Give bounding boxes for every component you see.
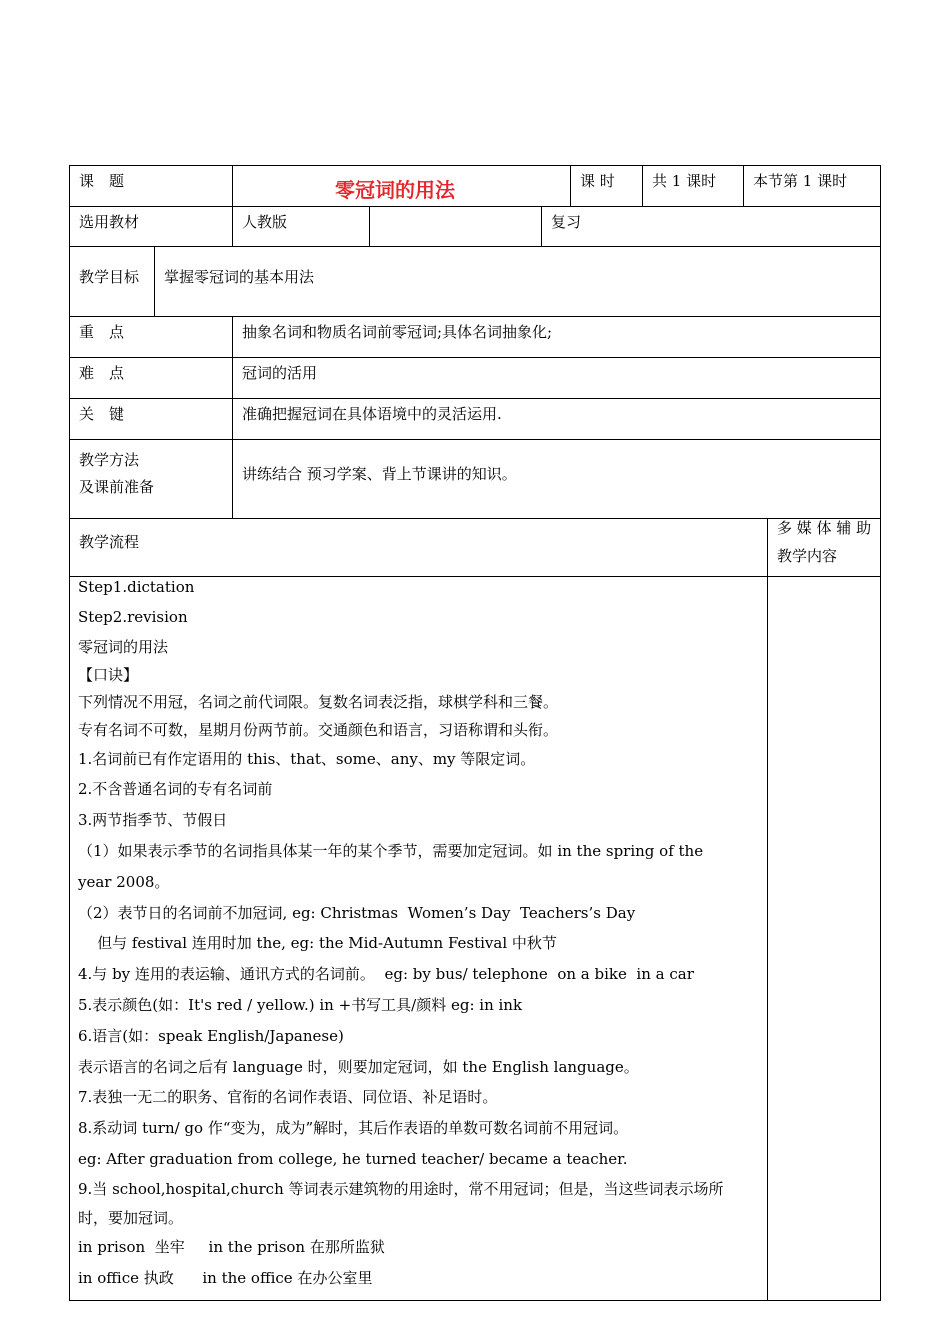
content-line: 下列情况不用冠，名词之前代词限。复数名词表泛指，球棋学科和三餐。 xyxy=(78,693,559,711)
textbook-value: 人教版 xyxy=(242,213,288,231)
key-value: 抽象名词和物质名词前零冠词;具体名词抽象化; xyxy=(242,323,553,341)
crux-label: 关 键 xyxy=(79,405,125,423)
difficult-value: 冠词的活用 xyxy=(242,364,318,382)
table-line xyxy=(69,206,881,207)
crux-value: 准确把握冠词在具体语境中的灵活运用. xyxy=(242,405,502,423)
topic-label: 课 题 xyxy=(79,172,125,190)
content-line: 6.语言(如：speak English/Japanese) xyxy=(78,1027,344,1045)
content-line: 时，要加冠词。 xyxy=(78,1209,184,1227)
table-line xyxy=(69,518,881,519)
method-label-1: 教学方法 xyxy=(79,451,140,469)
table-line xyxy=(570,165,571,206)
key-label: 重 点 xyxy=(79,323,125,341)
content-line: 零冠词的用法 xyxy=(78,638,169,656)
content-line: 3.两节指季节、节假日 xyxy=(78,811,228,829)
content-line: 专有名词不可数，星期月份两节前。交通颜色和语言，习语称谓和头衔。 xyxy=(78,721,559,739)
table-line xyxy=(541,206,542,246)
content-line: （1）如果表示季节的名词指具体某一年的某个季节，需要加定冠词。如 in the spring of the xyxy=(78,842,704,860)
content-line: 1.名词前已有作定语用的 this、that、some、any、my 等限定词。 xyxy=(78,750,536,768)
table-line xyxy=(232,316,233,518)
objective-value: 掌握零冠词的基本用法 xyxy=(164,268,315,286)
objective-label: 教学目标 xyxy=(79,268,140,286)
content-line: （2）表节日的名词前不加冠词, eg: Christmas Women’s Day Teachers’s Day xyxy=(78,904,636,922)
content-line: 【口诀】 xyxy=(78,666,139,684)
content-line: 表示语言的名词之后有 language 时，则要加定冠词，如 the English language。 xyxy=(78,1058,639,1076)
content-line: 9.当 school,hospital,church 等词表示建筑物的用途时，常不用冠词；但是，当这些词表示场所 xyxy=(78,1180,724,1198)
table-line xyxy=(69,1300,881,1301)
method-value: 讲练结合 预习学案、背上节课讲的知识。 xyxy=(242,465,517,483)
period-label: 课 时 xyxy=(580,172,615,190)
difficult-label: 难 点 xyxy=(79,364,125,382)
process-label: 教学流程 xyxy=(79,533,140,551)
table-line xyxy=(69,357,881,358)
content-line: year 2008。 xyxy=(78,873,170,891)
content-line: 但与 festival 连用时加 the, eg: the Mid-Autumn Festival 中秋节 xyxy=(78,934,557,952)
lesson-type: 复习 xyxy=(551,213,582,231)
media-label-1: 多 媒 体 辅 助 xyxy=(777,519,872,537)
table-line xyxy=(69,439,881,440)
table-line xyxy=(69,165,70,1301)
table-line xyxy=(69,165,881,166)
content-line: eg: After graduation from college, he turned teacher/ became a teacher. xyxy=(78,1150,628,1168)
media-label-2: 教学内容 xyxy=(777,547,838,565)
content-line: Step1.dictation xyxy=(78,578,195,596)
content-line: 5.表示颜色(如：It's red / yellow.) in +书写工具/颜料 eg: in ink xyxy=(78,996,523,1014)
content-line: 2.不含普通名词的专有名词前 xyxy=(78,780,273,798)
textbook-label: 选用教材 xyxy=(79,213,140,231)
period-total: 共 1 课时 xyxy=(652,172,717,190)
table-line xyxy=(880,165,881,1301)
content-line: in office 执政 in the office 在办公室里 xyxy=(78,1269,373,1287)
content-line: in prison 坐牢 in the prison 在那所监狱 xyxy=(78,1238,385,1256)
table-line xyxy=(69,316,881,317)
table-line xyxy=(154,246,155,316)
content-line: 4.与 by 连用的表运输、通讯方式的名词前。 eg: by bus/ telephone on a bike in a car xyxy=(78,965,694,983)
table-line xyxy=(743,165,744,206)
table-line xyxy=(232,206,233,246)
table-line xyxy=(69,246,881,247)
table-line xyxy=(767,518,768,1300)
content-line: 8.系动词 turn/ go 作“变为，成为”解时，其后作表语的单数可数名词前不用冠词。 xyxy=(78,1119,629,1137)
content-line: Step2.revision xyxy=(78,608,188,626)
content-line: 7.表独一无二的职务、官衔的名词作表语、同位语、补足语时。 xyxy=(78,1088,498,1106)
table-line xyxy=(232,165,233,206)
table-line xyxy=(642,165,643,206)
table-line xyxy=(69,398,881,399)
method-label-2: 及课前准备 xyxy=(79,478,155,496)
period-current: 本节第 1 课时 xyxy=(753,172,848,190)
page-title: 零冠词的用法 xyxy=(335,178,455,202)
table-line xyxy=(369,206,370,246)
